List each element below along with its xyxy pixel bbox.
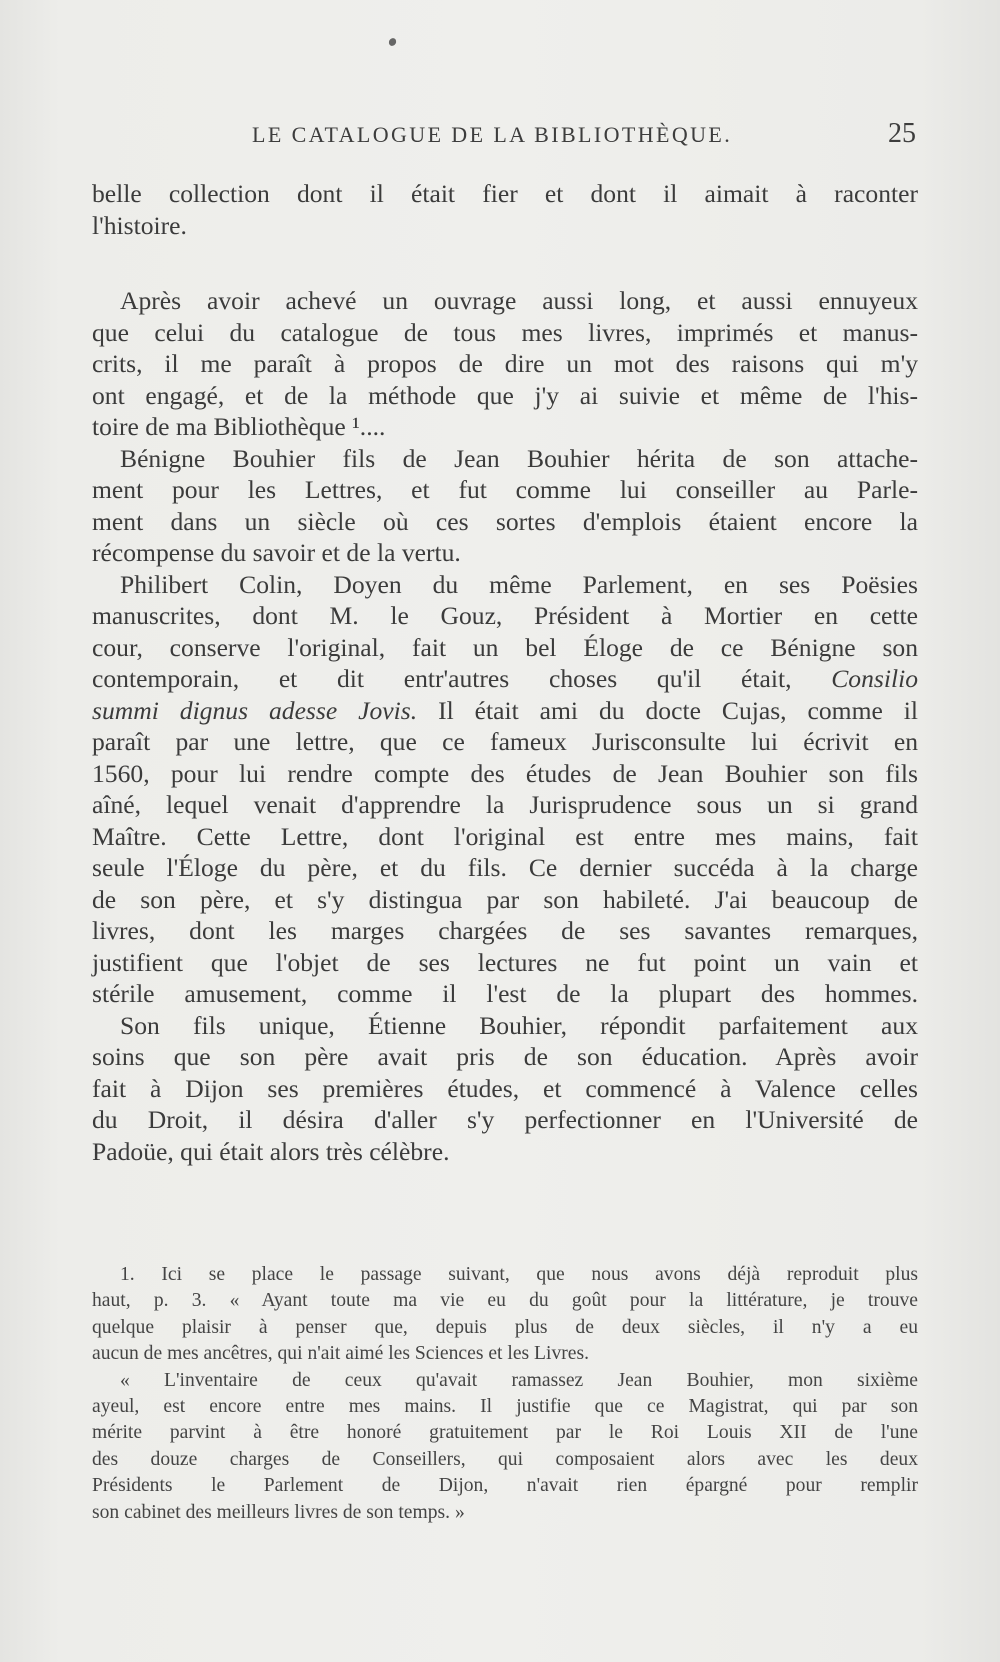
text-line: Son fils unique, Étienne Bouhier, répondit parfaitement aux	[120, 1010, 918, 1040]
ink-speck	[387, 37, 397, 47]
text-line	[92, 695, 918, 727]
text-line: ont engagé, et de la méthode que j'y ai suivie et même de l'his-	[92, 380, 918, 410]
text-line: Après avoir achevé un ouvrage aussi long, et aussi ennuyeux	[120, 286, 918, 315]
text-line: 1560, pour lui rendre compte des études de Jean Bouhier son fils	[92, 758, 918, 788]
footnote-line: 1. Ici se place le passage suivant, que nous avons déjà reproduit plus	[120, 1264, 918, 1285]
text-segment: Il était ami du docte Cujas, comme il	[438, 695, 919, 725]
text-line: manuscrites, dont M. le Gouz, Président à Mortier en cette	[92, 601, 918, 630]
text-line: que celui du catalogue de tous mes livres, imprimés et manus-	[92, 317, 918, 347]
text-line	[92, 663, 918, 695]
footnote-line: des douze charges de Conseillers, qui composaient alors avec les deux	[92, 1448, 918, 1470]
text-line: Padoüe, qui était alors très célèbre.	[92, 1136, 450, 1166]
running-head	[90, 118, 916, 156]
footnote-line: haut, p. 3. « Ayant toute ma vie eu du goût pour la littérature, je trouve	[92, 1290, 918, 1312]
section-break	[92, 241, 918, 285]
running-title: LE CATALOGUE DE LA BIBLIOTHÈQUE.	[252, 122, 733, 147]
text-line: fait à Dijon ses premières études, et commencé à Valence celles	[92, 1073, 918, 1103]
text-line: justifient que l'objet de ses lectures ne fut point un vain et	[92, 947, 918, 977]
footnote-line: mérite parvint à être honoré gratuitement par le Roi Louis XII de l'une	[92, 1422, 918, 1444]
footnote-line: aucun de mes ancêtres, qui n'ait aimé les Sciences et les Livres.	[92, 1343, 590, 1365]
text-line: stérile amusement, comme il l'est de la plupart des hommes.	[92, 979, 918, 1008]
footnote-line: son cabinet des meilleurs livres de son temps. »	[92, 1501, 465, 1523]
text-line: ment pour les Lettres, et fut comme lui conseiller au Parle-	[92, 475, 918, 504]
text-line: Philibert Colin, Doyen du même Parlement, en ses Poësies	[120, 569, 918, 599]
text-line: crits, il me paraît à propos de dire un mot des raisons qui m'y	[92, 349, 918, 378]
text-segment: contemporain, et dit entr'autres choses qu'il était,	[92, 664, 792, 693]
footnote-line: ayeul, est encore entre mes mains. Il justifie que ce Magistrat, qui par son	[92, 1395, 918, 1417]
text-line: de son père, et s'y distingua par son habileté. J'ai beaucoup de	[92, 884, 918, 914]
text-line: belle collection dont il était fier et dont il aimait à raconter	[92, 179, 918, 208]
text-line: l'histoire.	[92, 210, 187, 240]
latin-quote: Consilio	[831, 664, 918, 693]
footnotes	[92, 1262, 918, 1526]
text-line: Bénigne Bouhier fils de Jean Bouhier hérita de son attache-	[120, 443, 918, 473]
footnote-line: « L'inventaire de ceux qu'avait ramassez Jean Bouhier, mon sixième	[120, 1369, 918, 1391]
text-line: ment dans un siècle où ces sortes d'emplois étaient encore la	[92, 506, 918, 536]
text-line: récompense du savoir et de la vertu.	[92, 538, 461, 567]
text-line: paraît par une lettre, que ce fameux Jurisconsulte lui écrivit en	[92, 727, 918, 756]
text-line: toire de ma Bibliothèque ¹....	[92, 412, 386, 441]
text-line: soins que son père avait pris de son éducation. Après avoir	[92, 1042, 918, 1071]
footnote-line: Présidents le Parlement de Dijon, n'avait rien épargné pour remplir	[92, 1475, 918, 1497]
text-line: livres, dont les marges chargées de ses savantes remarques,	[92, 916, 918, 945]
text-line: seule l'Éloge du père, et du fils. Ce dernier succéda à la charge	[92, 853, 918, 882]
text-line: Maître. Cette Lettre, dont l'original est entre mes mains, fait	[92, 821, 918, 851]
text-line: du Droit, il désira d'aller s'y perfectionner en l'Université de	[92, 1105, 918, 1134]
latin-quote: summi dignus adesse Jovis.	[92, 695, 418, 725]
page-number: 25	[888, 118, 916, 149]
footnote-line: quelque plaisir à penser que, depuis plus de deux siècles, il n'y a eu	[92, 1316, 918, 1338]
text-line: cour, conserve l'original, fait un bel Éloge de ce Bénigne son	[92, 632, 918, 662]
text-line: aîné, lequel venait d'apprendre la Jurisprudence sous un si grand	[92, 790, 918, 819]
body-text	[92, 178, 918, 1167]
